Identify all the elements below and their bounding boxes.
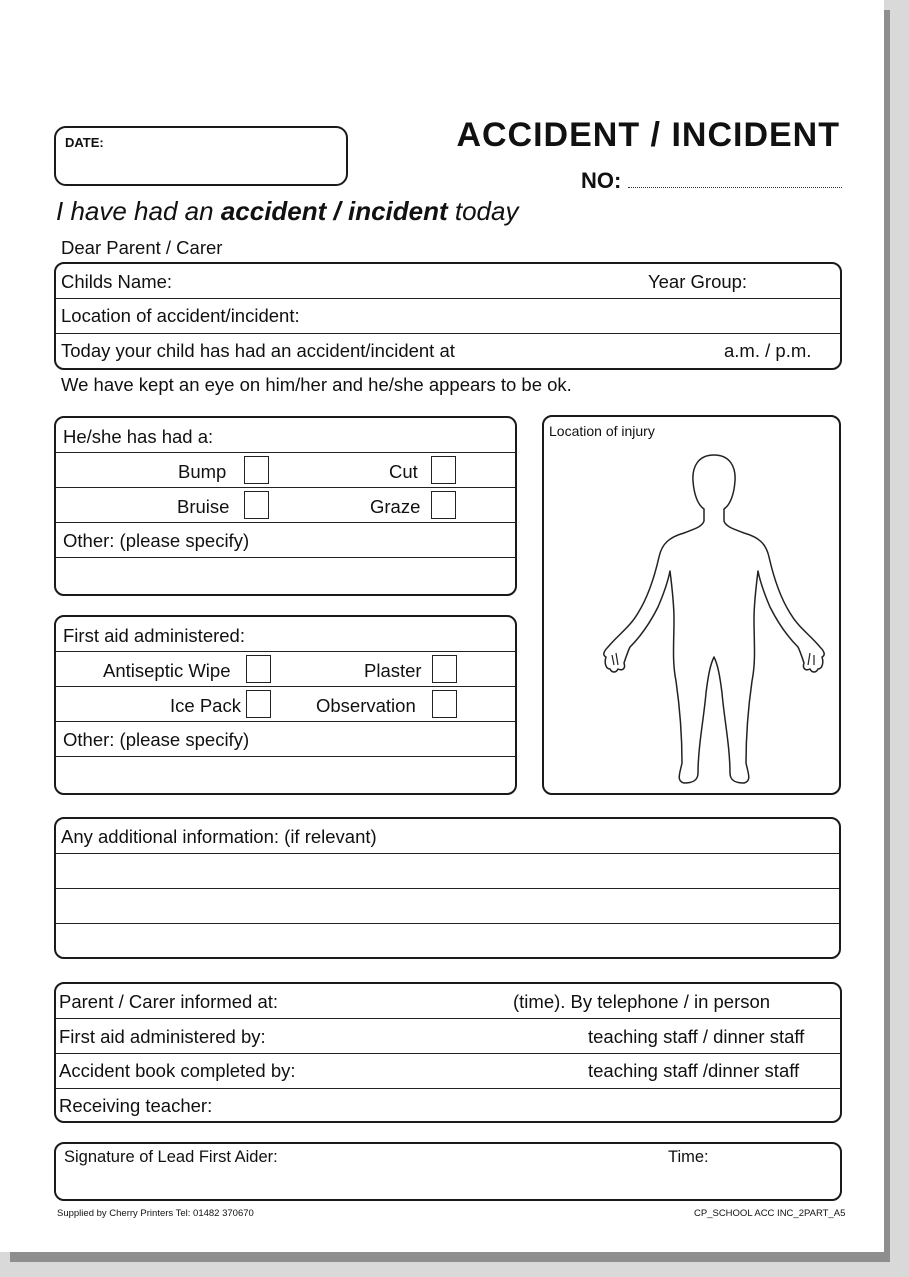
bump-cut-row — [56, 453, 515, 488]
number-field[interactable] — [628, 187, 842, 188]
plaster-label: Plaster — [364, 660, 422, 681]
ice-observation-row — [56, 687, 515, 722]
first-aid-heading-row — [56, 617, 515, 652]
body-outline-icon — [594, 447, 834, 787]
book-by-staff: teaching staff /dinner staff — [588, 1060, 800, 1081]
cut-checkbox[interactable] — [431, 456, 456, 484]
date-box[interactable] — [54, 126, 348, 186]
receiving-row[interactable] — [56, 1089, 840, 1124]
observation-checkbox[interactable] — [432, 690, 457, 718]
today-label: Today your child has had an accident/incident at — [61, 340, 455, 361]
number-label: NO: — [581, 168, 622, 193]
first-aid-by-label: First aid administered by: — [59, 1026, 266, 1047]
bruise-label: Bruise — [177, 496, 230, 517]
injury-type-box — [54, 416, 517, 596]
additional-line-1[interactable] — [56, 854, 839, 889]
form-title: ACCIDENT / INCIDENT — [456, 116, 840, 154]
bruise-graze-row — [56, 488, 515, 523]
injury-other-label: Other: (please specify) — [63, 530, 250, 551]
graze-checkbox[interactable] — [431, 491, 456, 519]
book-by-label: Accident book completed by: — [59, 1060, 296, 1081]
receiving-label: Receiving teacher: — [59, 1095, 213, 1116]
injury-other-blank-row[interactable] — [56, 558, 515, 593]
additional-line-2[interactable] — [56, 889, 839, 924]
injury-heading-row — [56, 418, 515, 453]
injury-other-row[interactable] — [56, 523, 515, 558]
additional-heading-row — [56, 819, 839, 854]
first-aid-other-row[interactable] — [56, 722, 515, 757]
headline: I have had an accident / incident today — [56, 196, 519, 226]
additional-info-box — [54, 817, 841, 959]
informed-method: (time). By telephone / in person — [513, 991, 771, 1012]
am-pm-label: a.m. / p.m. — [724, 340, 812, 361]
greeting: Dear Parent / Carer — [61, 237, 223, 258]
first-aid-by-staff: teaching staff / dinner staff — [588, 1026, 805, 1047]
body-map-box[interactable] — [542, 415, 841, 795]
first-aid-other-blank-row[interactable] — [56, 757, 515, 792]
reassurance-note: We have kept an eye on him/her and he/she appears to be ok. — [61, 374, 572, 395]
plaster-checkbox[interactable] — [432, 655, 457, 683]
childs-name-label: Childs Name: — [61, 271, 173, 292]
first-aid-by-row[interactable] — [56, 1019, 840, 1054]
graze-label: Graze — [370, 496, 421, 517]
book-by-row[interactable] — [56, 1054, 840, 1089]
observation-label: Observation — [316, 695, 416, 716]
childs-name-row[interactable] — [56, 264, 840, 299]
injury-heading: He/she has had a: — [63, 426, 214, 447]
ice-pack-checkbox[interactable] — [246, 690, 271, 718]
cut-label: Cut — [389, 461, 418, 482]
child-details-box — [54, 262, 842, 370]
antiseptic-label: Antiseptic Wipe — [103, 660, 231, 681]
informed-row[interactable] — [56, 984, 840, 1019]
date-label: DATE: — [65, 135, 104, 150]
bruise-checkbox[interactable] — [244, 491, 269, 519]
signature-time-label: Time: — [668, 1148, 709, 1166]
antiseptic-checkbox[interactable] — [246, 655, 271, 683]
informed-label: Parent / Carer informed at: — [59, 991, 279, 1012]
location-label: Location of accident/incident: — [61, 305, 300, 326]
first-aid-heading: First aid administered: — [63, 625, 245, 646]
additional-line-3[interactable] — [56, 924, 839, 959]
ice-pack-label: Ice Pack — [170, 695, 241, 716]
antiseptic-plaster-row — [56, 652, 515, 687]
footer-code: CP_SCHOOL ACC INC_2PART_A5 — [694, 1208, 846, 1219]
bump-label: Bump — [178, 461, 227, 482]
additional-heading: Any additional information: (if relevant) — [61, 826, 377, 847]
contact-box — [54, 982, 842, 1123]
footer-supplier: Supplied by Cherry Printers Tel: 01482 370670 — [57, 1208, 254, 1219]
signature-label: Signature of Lead First Aider: — [64, 1148, 278, 1166]
time-row[interactable] — [56, 334, 840, 369]
bump-checkbox[interactable] — [244, 456, 269, 484]
signature-box[interactable] — [54, 1142, 842, 1201]
location-row[interactable] — [56, 299, 840, 334]
first-aid-other-label: Other: (please specify) — [63, 729, 250, 750]
first-aid-box — [54, 615, 517, 795]
year-group-label: Year Group: — [648, 271, 748, 292]
body-map-label: Location of injury — [549, 423, 655, 439]
